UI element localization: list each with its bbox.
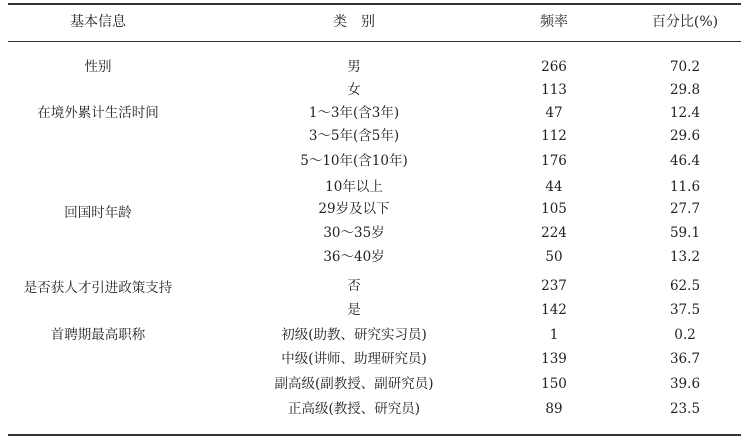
table-row-frequency: 112 xyxy=(541,128,567,144)
table-row-category: 女 xyxy=(347,82,361,98)
table-row-percent: 13.2 xyxy=(669,249,701,265)
table-row-category: 1～3年(含3年) xyxy=(308,105,400,121)
header-category: 类 别 xyxy=(333,14,375,30)
table-row-frequency: 142 xyxy=(541,302,567,318)
group-label: 首聘期最高职称 xyxy=(50,327,146,343)
top-rule xyxy=(8,3,741,5)
table-row-frequency: 150 xyxy=(541,376,567,392)
table-row-percent: 70.2 xyxy=(669,59,701,75)
header-rule xyxy=(8,41,741,42)
table-row-frequency: 105 xyxy=(541,201,567,217)
table-row-frequency: 224 xyxy=(541,225,567,241)
table-row-percent: 46.4 xyxy=(669,153,701,169)
table-row-category: 男 xyxy=(347,59,361,75)
group-label: 性别 xyxy=(84,59,112,75)
table-row-percent: 29.6 xyxy=(669,128,701,144)
table-row-category: 正高级(教授、研究员) xyxy=(287,401,421,417)
table-row-frequency: 47 xyxy=(545,105,563,121)
table-row-frequency: 44 xyxy=(545,179,563,195)
table-row-percent: 39.6 xyxy=(669,376,701,392)
table-row-category: 30～35岁 xyxy=(323,225,385,241)
table-row-category: 中级(讲师、助理研究员) xyxy=(281,351,427,367)
table-row-frequency: 237 xyxy=(541,278,567,294)
table-row-frequency: 113 xyxy=(541,82,567,98)
table-row-category: 副高级(副教授、副研究员) xyxy=(274,376,434,392)
table-row-percent: 11.6 xyxy=(669,179,701,195)
table-row-frequency: 139 xyxy=(541,351,567,367)
group-label: 回国时年龄 xyxy=(64,205,132,221)
bottom-rule xyxy=(8,434,741,436)
table-row-frequency: 176 xyxy=(541,153,567,169)
table-row-percent: 0.2 xyxy=(674,327,696,343)
group-label: 在境外累计生活时间 xyxy=(37,105,159,121)
table-row-category: 36～40岁 xyxy=(323,249,385,265)
table-row-frequency: 266 xyxy=(541,59,567,75)
table-row-frequency: 89 xyxy=(545,401,563,417)
table-row-category: 初级(助教、研究实习员) xyxy=(281,327,427,343)
table-row-frequency: 1 xyxy=(549,327,559,343)
table-row-percent: 29.8 xyxy=(669,82,701,98)
header-percent: 百分比(%) xyxy=(651,14,719,30)
table-row-category: 10年以上 xyxy=(325,179,383,195)
table-row-category: 29岁及以下 xyxy=(318,201,390,217)
header-basic-info: 基本信息 xyxy=(70,14,126,30)
table-row-percent: 23.5 xyxy=(669,401,701,417)
table-row-frequency: 50 xyxy=(545,249,563,265)
table-row-category: 是 xyxy=(347,302,361,318)
table-row-percent: 36.7 xyxy=(669,351,701,367)
table-row-percent: 59.1 xyxy=(669,225,701,241)
header-frequency: 频率 xyxy=(540,14,568,30)
table-row-category: 否 xyxy=(347,278,361,294)
group-label: 是否获人才引进政策支持 xyxy=(23,280,173,296)
table-row-percent: 62.5 xyxy=(669,278,701,294)
table-row-category: 5～10年(含10年) xyxy=(300,153,408,169)
table-row-percent: 27.7 xyxy=(669,201,701,217)
table-row-percent: 37.5 xyxy=(669,302,701,318)
table-row-percent: 12.4 xyxy=(669,105,701,121)
table-row-category: 3～5年(含5年) xyxy=(308,128,400,144)
